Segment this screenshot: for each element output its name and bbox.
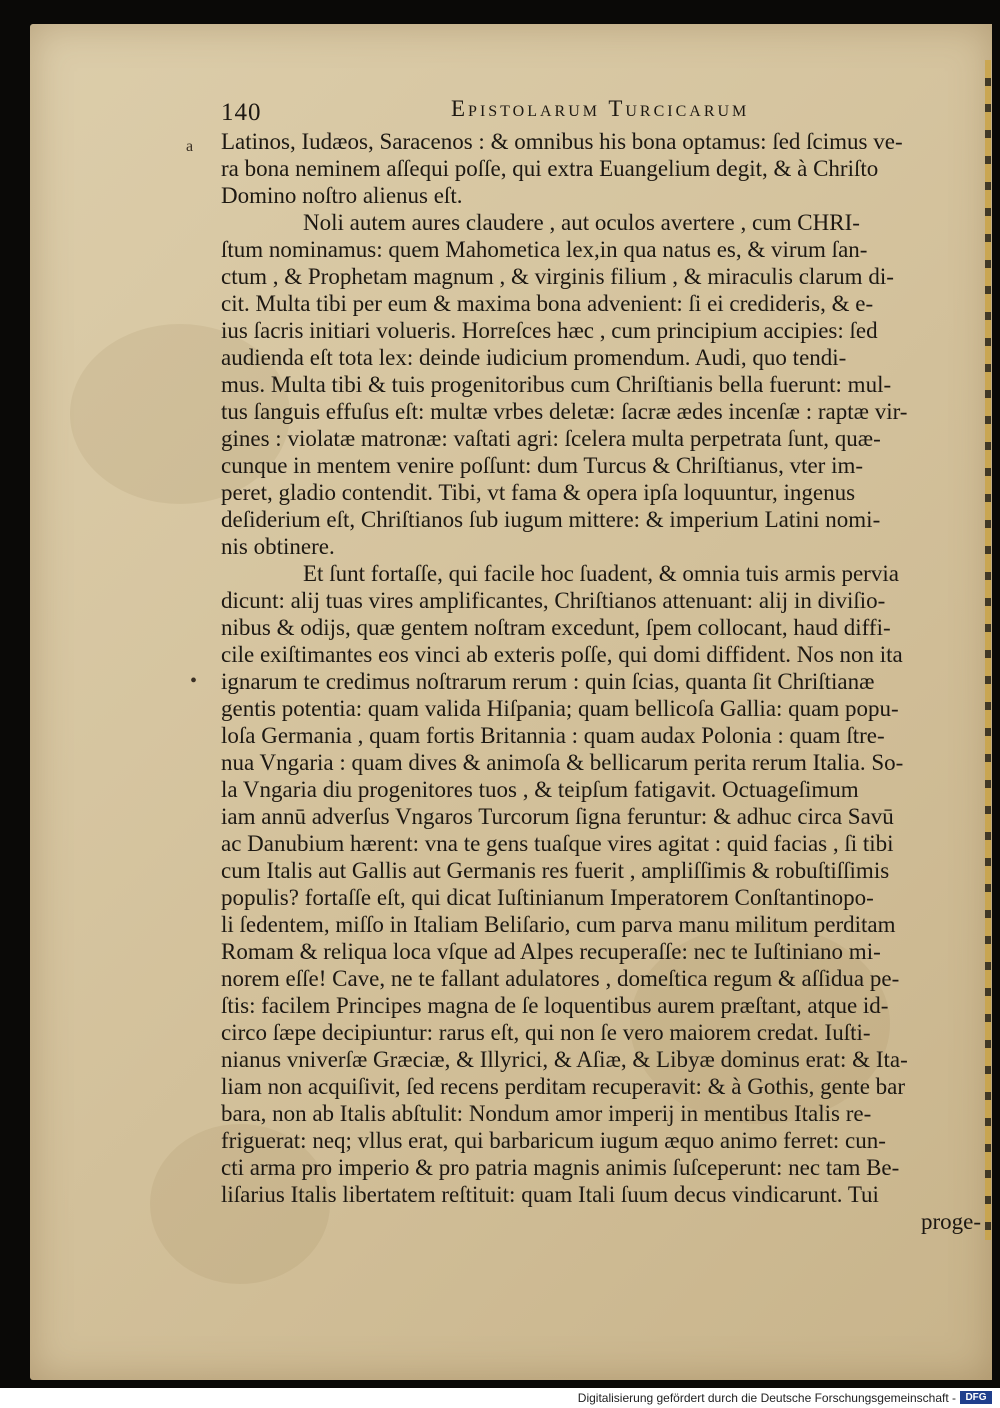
text-line: deſiderium eſt, Chriſtianos ſub iugum mittere: & imperium Latini nomi-	[221, 507, 881, 532]
text-line: bara, non ab Italis abſtulit: Nondum amor imperij in mentibus Italis re-	[221, 1101, 872, 1126]
catchword: proge-	[920, 1209, 981, 1234]
text-line: Domino noſtro alienus eſt.	[221, 183, 463, 208]
text-line: cunque in mentem venire poſſunt: dum Turcus & Chriſtianus, vter im-	[221, 453, 864, 478]
text-line: liam non acquiſivit, ſed recens perditam recuperavit: & à Gothis, gente bar	[221, 1074, 906, 1099]
text-line: ignarum te credimus noſtrarum rerum : quin ſcias, quanta ſit Chriſtianæ	[221, 669, 875, 694]
text-line: liſarius Italis libertatem reſtituit: quam Itali ſuum decus vindicarunt. Tui	[221, 1182, 879, 1207]
margin-mark-top: a	[186, 138, 194, 155]
text-line: gentis potentia: quam valida Hiſpania; quam bellicoſa Gallia: quam popu-	[221, 696, 899, 721]
text-line: nis obtinere.	[221, 534, 335, 559]
text-line: mus. Multa tibi & tuis progenitoribus cum Chriſtianis bella fuerunt: mul-	[221, 372, 892, 397]
text-line: friguerat: neq; vllus erat, qui barbaricum iugum æquo animo ferret: cun-	[221, 1128, 886, 1153]
text-line: Et ſunt fortaſſe, qui facile hoc ſuadent, & omnia tuis armis pervia	[303, 561, 899, 586]
text-line: populis? fortaſſe eſt, qui dicat Iuſtinianum Imperatorem Conſtantinopo-	[221, 885, 874, 910]
funding-credit: Digitalisierung gefördert durch die Deutsche Forschungsgemeinschaft -	[577, 1391, 956, 1405]
text-line: Noli autem aures claudere , aut oculos avertere , cum CHRI-	[303, 210, 860, 235]
text-line: nibus & odijs, quæ gentem noſtram excedunt, ſpem collocant, haud diffi-	[221, 615, 891, 640]
text-line: ius ſacris initiari volueris. Horreſces hæc , cum principium accipies: ſed	[221, 318, 878, 343]
footer-bar	[0, 1388, 1000, 1408]
text-line: li ſedentem, miſſo in Italiam Beliſario, cum parva manu militum perditam	[221, 912, 896, 937]
text-line: cile exiſtimantes eos vinci ab exteris poſſe, qui domi diffident. Nos non ita	[221, 642, 903, 667]
text-line: ac Danubium hærent: vna te gens tuaſque vires agitat : quid facias , ſi tibi	[221, 831, 894, 856]
text-line: cti arma pro imperio & pro patria magnis animis ſuſceperunt: nec tam Be-	[221, 1155, 900, 1180]
text-line: norem eſſe! Cave, ne te fallant adulatores , domeſtica regum & aſſidua pe-	[221, 966, 900, 991]
text-line: nua Vngaria : quam dives & animoſa & bellicarum perita rerum Italia. So-	[221, 750, 904, 775]
text-line: cum Italis aut Gallis aut Germanis res fuerit , ampliſſimis & robuſtiſſimis	[221, 858, 890, 883]
text-line: gines : violatæ matronæ: vaſtati agri: ſcelera multa perpetrata ſunt, quæ-	[221, 426, 881, 451]
text-line: audienda eſt tota lex: deinde iudicium promendum. Audi, quo tendi-	[221, 345, 847, 370]
text-line: ra bona neminem aſſequi poſſe, qui extra Euangelium degit, & à Chriſto	[221, 156, 879, 181]
text-line: ſtum nominamus: quem Mahometica lex,in qua natus es, & virum ſan-	[221, 237, 868, 262]
text-line: peret, gladio contendit. Tibi, vt fama & opera ipſa loquuntur, ingenus	[221, 480, 856, 505]
text-line: tus ſanguis effuſus eſt: multæ vrbes deletæ: ſacræ ædes incenſæ : raptæ vir-	[221, 399, 908, 424]
dfg-logo: DFG	[960, 1391, 992, 1404]
text-line: Romam & reliqua loca vſque ad Alpes recuperaſſe: nec te Iuſtiniano mi-	[221, 939, 881, 964]
text-line: Latinos, Iudæos, Saracenos : & omnibus his bona optamus: ſed ſcimus ve-	[221, 129, 903, 154]
text-line: cit. Multa tibi per eum & maxima bona advenient: ſi ei credideris, & e-	[221, 291, 874, 316]
text-line: dicunt: alij tuas vires amplificantes, Chriſtianos attenuant: alij in diviſio-	[221, 588, 886, 613]
text-line: la Vngaria diu progenitores tuos , & teipſum fatigavit. Octuageſimum	[221, 777, 859, 802]
text-line: ctum , & Prophetam magnum , & virginis filium , & miraculis clarum di-	[221, 264, 894, 289]
text-line: ſtis: facilem Principes magna de ſe loquentibus aurem præſtant, atque id-	[221, 993, 889, 1018]
text-line: nianus vniverſæ Græciæ, & Illyrici, & Aſiæ, & Libyæ dominus erat: & Ita-	[221, 1047, 908, 1072]
running-head: Epistolarum Turcicarum	[451, 96, 750, 121]
text-line: iam annū adverſus Vngaros Turcorum ſigna feruntur: & adhuc circa Savū	[221, 804, 894, 829]
body-text	[221, 128, 991, 1235]
text-line: loſa Germania , quam fortis Britannia : quam audax Polonia : quam ſtre-	[221, 723, 885, 748]
margin-mark-middle: •	[190, 670, 198, 692]
page-number: 140	[221, 99, 262, 126]
text-line: circo ſæpe decipiuntur: rarus eſt, qui non ſe vero maiorem credat. Iuſti-	[221, 1020, 871, 1045]
